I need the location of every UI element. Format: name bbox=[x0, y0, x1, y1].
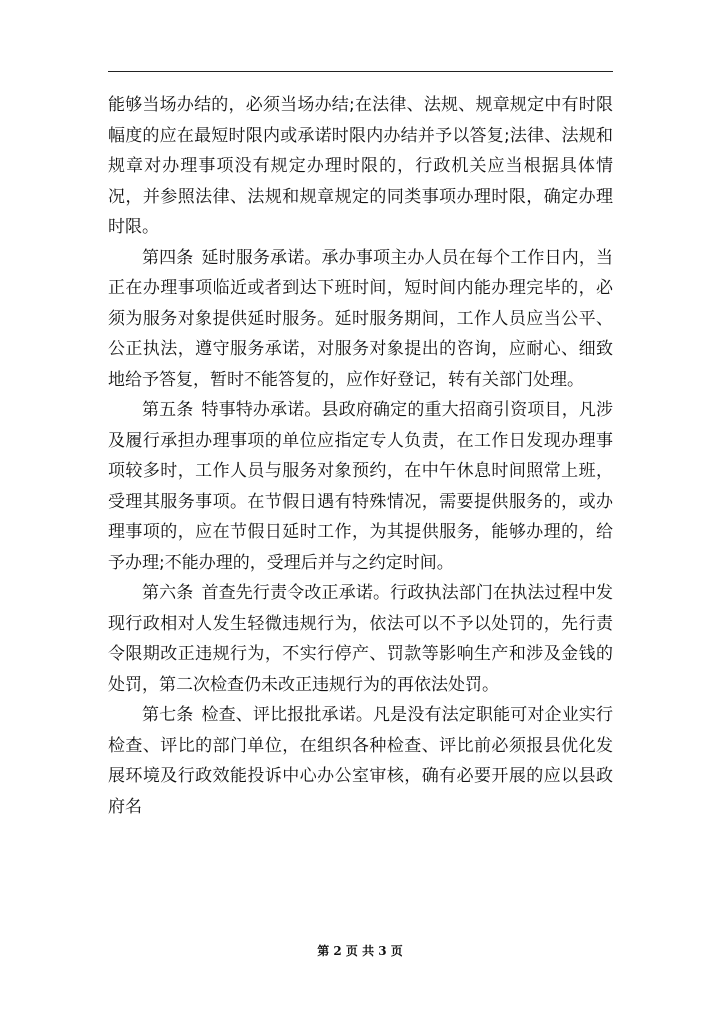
article-number: 第六条 bbox=[142, 583, 194, 603]
article-number: 第五条 bbox=[142, 400, 194, 420]
paragraph-article-5 bbox=[108, 395, 613, 578]
paragraph-article-6 bbox=[108, 578, 613, 700]
document-body bbox=[108, 90, 613, 822]
paragraph-continuation bbox=[108, 90, 613, 243]
paragraph-text: 特事特办承诺。县政府确定的重大招商引资项目，凡涉及履行承担办理事项的单位应指定专人负责，在工作日发现办理事项较多时，工作人员与服务对象预约，在中午休息时间照常上班，受理其服务事项。在节假日遇有特殊情况，需要提供服务的，或办理事项的，应在节假日延时工作，为其提供服务，能够办理的，给予办理;不能办理的，受理后并与之约定时间。 bbox=[108, 400, 614, 573]
paragraph-text: 首查先行责令改正承诺。行政执法部门在执法过程中发现行政相对人发生轻微违规行为，依法可以不予以处罚的，先行责令限期改正违规行为，不实行停产、罚款等影响生产和涉及金钱的处罚，第二次检查仍未改正违规行为的再依法处罚。 bbox=[108, 583, 614, 695]
article-number: 第七条 bbox=[142, 705, 194, 725]
paragraph-text: 能够当场办结的，必须当场办结;在法律、法规、规章规定中有时限幅度的应在最短时限内或承诺时限内办结并予以答复;法律、法规和规章对办理事项没有规定办理时限的，行政机关应当根据具体情况，并参照法律、法规和规章规定的同类事项办理时限，确定办理时限。 bbox=[108, 95, 613, 237]
paragraph-text: 检查、评比报批承诺。凡是没有法定职能可对企业实行检查、评比的部门单位，在组织各种检查、评比前必须报县优化发展环境及行政效能投诉中心办公室审核，确有必要开展的应以县政府名 bbox=[108, 705, 614, 817]
page-number-footer: 第 2 页 共 3 页 bbox=[317, 944, 403, 958]
paragraph-text: 延时服务承诺。承办事项主办人员在每个工作日内，当正在办理事项临近或者到达下班时间，短时间内能办理完毕的，必须为服务对象提供延时服务。延时服务期间，工作人员应当公平、公正执法，遵守服务承诺，对服务对象提出的咨询，应耐心、细致地给予答复，暂时不能答复的，应作好登记，转有关部门处理。 bbox=[108, 247, 614, 390]
header-rule bbox=[108, 71, 613, 72]
paragraph-article-4 bbox=[108, 243, 613, 396]
paragraph-article-7 bbox=[108, 700, 613, 822]
article-number: 第四条 bbox=[142, 247, 194, 268]
